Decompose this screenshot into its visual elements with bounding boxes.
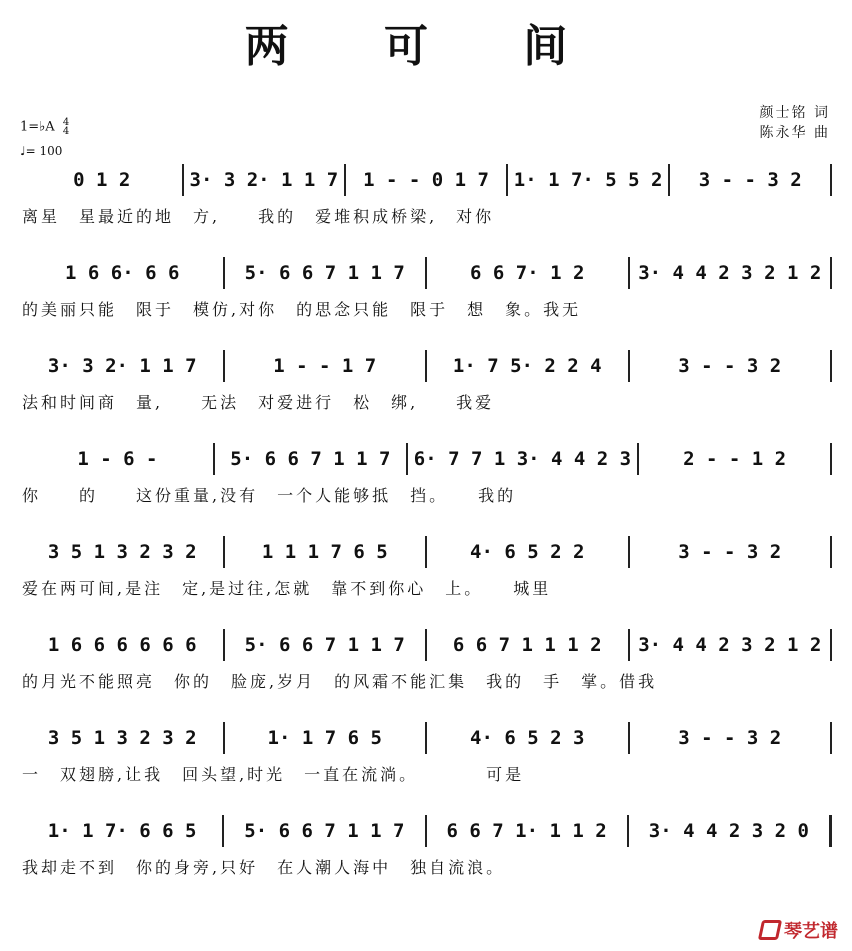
composer-credit: 陈永华 曲 [759,125,830,141]
time-signature [63,118,69,136]
song-title: 两 可 间 [244,21,608,72]
measure [225,346,426,386]
measure-notes: 3· 4 4 2 3 2 0 [648,820,809,842]
lyrics-line: 我却走不到 你的身旁,只好 在人潮人海中 独自流浪。 [22,858,506,877]
system-1 [22,160,832,240]
measure [427,532,628,572]
notes-row [22,346,832,386]
measure-notes: 3 - - 3 2 [678,727,782,749]
lyrics-line: 的月光不能照亮 你的 脸庞,岁月 的风霜不能汇集 我的 手 掌。借我 [22,672,658,691]
measure-notes: 5· 6 6 7 1 1 7 [244,262,405,284]
measure-notes: 4· 6 5 2 2 [470,541,585,563]
measure [630,532,831,572]
measure [508,160,669,200]
notes-row [22,718,832,758]
notes-row [22,811,832,851]
lyrics-line: 法和时间商 量, 无法 对爱进行 松 绑, 我爱 [22,393,495,412]
measure [225,718,426,758]
barline [830,722,832,754]
system-3 [22,346,832,426]
measure [427,346,628,386]
measure [225,532,426,572]
notes-row [22,532,832,572]
measure [225,625,426,665]
notes-row [22,439,832,479]
system-5 [22,532,832,612]
measure [22,625,223,665]
lyrics-line: 的美丽只能 限于 模仿,对你 的思念只能 限于 想 象。我无 [22,300,582,319]
measure-notes: 1· 1 7· 6 6 5 [47,820,197,842]
system-2 [22,253,832,333]
measure-notes: 3 5 1 3 2 3 2 [47,727,197,749]
measure-notes: 4· 6 5 2 3 [470,727,585,749]
lyrics-line: 爱在两可间,是注 定,是过往,怎就 靠不到你心 上。 城里 [22,579,552,598]
measure [670,160,830,200]
measure-notes: 3· 3 2· 1 1 7 [47,355,197,377]
watermark-text: 琴艺谱 [784,921,838,942]
measure [22,532,223,572]
system-6 [22,625,832,705]
measure-notes: 0 1 2 [73,169,131,191]
measure-notes: 3 - - 3 2 [678,355,782,377]
measure [22,439,213,479]
measure [346,160,506,200]
measure [22,253,223,293]
tempo-marking: ♩= 100 [20,144,63,158]
measure-notes: 6 6 7· 1 2 [470,262,585,284]
measure-notes: 6· 7 7 1 3· 4 4 2 3 [413,448,632,470]
measure-notes: 5· 6 6 7 1 1 7 [230,448,391,470]
measure-notes: 1 6 6 6 6 6 6 [47,634,197,656]
measure [427,625,628,665]
measure [630,625,831,665]
measure-notes: 3· 4 4 2 3 2 1 2 [638,634,822,656]
barline [830,164,832,196]
measure-notes: 1 6 6· 6 6 [65,262,180,284]
measure [184,160,345,200]
measure [22,718,223,758]
measure-notes: 3· 3 2· 1 1 7 [189,169,339,191]
measure-notes: 3· 4 4 2 3 2 1 2 [638,262,822,284]
measure [408,439,637,479]
notes-row [22,160,832,200]
time-bottom: 4 [62,126,70,137]
measure-notes: 1· 1 7 6 5 [267,727,382,749]
measure-notes: 1 1 1 7 6 5 [261,541,388,563]
measure [225,253,426,293]
measure [215,439,406,479]
measure [427,811,627,851]
measure-notes: 1 - - 0 1 7 [363,169,489,191]
measure-notes: 5· 6 6 7 1 1 7 [244,634,405,656]
measure [630,346,831,386]
notes-row [22,253,832,293]
measure [22,160,182,200]
measure-notes: 1 - - 1 7 [273,355,377,377]
measure-notes: 3 - - 3 2 [698,169,802,191]
system-7 [22,718,832,798]
lyrics-line: 一 双翅膀,让我 回头望,时光 一直在流淌。 可是 [22,765,525,784]
measure [630,718,831,758]
key-label: 1=♭A [20,119,55,135]
measure [427,718,628,758]
credits [760,103,830,143]
time-top: 4 [62,117,70,128]
measure [224,811,424,851]
notes-row [22,625,832,665]
measure [630,253,831,293]
system-8 [22,811,832,891]
measure-notes: 1· 1 7· 5 5 2 [513,169,663,191]
measure-notes: 3 - - 3 2 [678,541,782,563]
lyricist-credit: 颜士铭 词 [759,105,830,121]
measure [427,253,628,293]
measure-notes: 2 - - 1 2 [683,448,787,470]
measure-notes: 5· 6 6 7 1 1 7 [244,820,405,842]
measure [629,811,829,851]
measure-notes: 1 - 6 - [77,448,158,470]
barline [830,257,832,289]
barline [830,443,832,475]
measure [22,811,222,851]
logo-icon [758,920,782,940]
barline [830,629,832,661]
measure [639,439,830,479]
measure [22,346,223,386]
measure-notes: 3 5 1 3 2 3 2 [47,541,197,563]
lyrics-line: 你 的 这份重量,没有 一个人能够抵 挡。 我的 [22,486,517,505]
barline [830,536,832,568]
lyrics-line: 离星 星最近的地 方, 我的 爱堆积成桥梁, 对你 [22,207,495,226]
measure-notes: 6 6 7 1 1 1 2 [452,634,602,656]
barline [829,815,832,847]
watermark-logo [760,917,838,943]
barline [830,350,832,382]
measure-notes: 1· 7 5· 2 2 4 [452,355,602,377]
measure-notes: 6 6 7 1· 1 1 2 [446,820,607,842]
system-4 [22,439,832,519]
key-signature [20,118,69,136]
